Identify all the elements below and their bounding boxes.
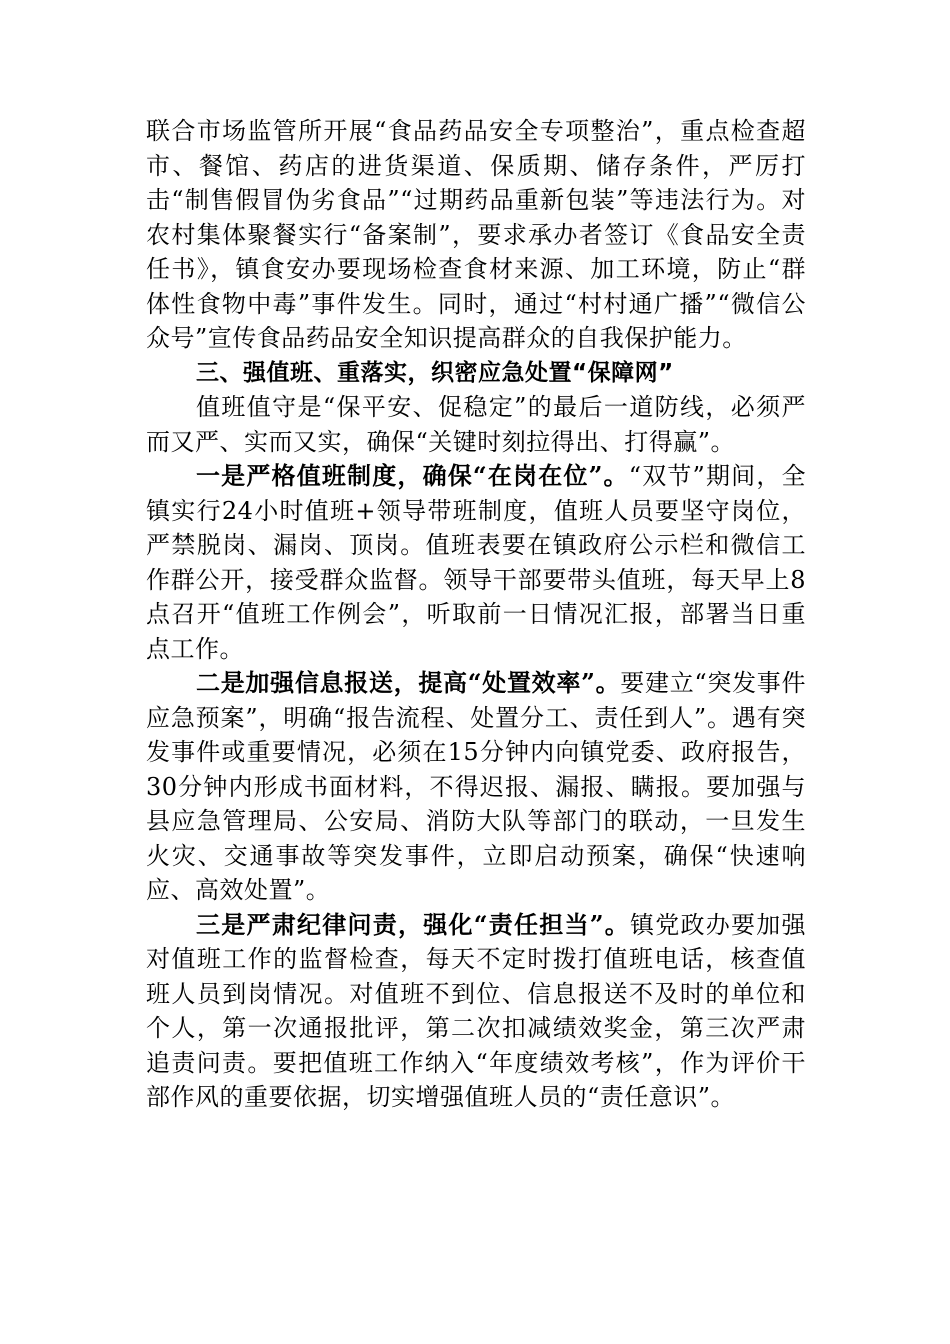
paragraph-discipline bbox=[146, 908, 806, 1115]
paragraph-lead-3: 三是严肃纪律问责，强化“责任担当”。 bbox=[196, 909, 631, 939]
paragraph-info-reporting bbox=[146, 666, 806, 908]
paragraph-food-safety: 联合市场监管所开展“食品药品安全专项整治”，重点检查超市、餐馆、药店的进货渠道、保质期、储存条件，严厉打击“制售假冒伪劣食品”“过期药品重新包装”等违法行为。对农村集体聚餐实行“备案制”，要求承办者签订《食品安全责任书》，镇食安办要现场检查食材来源、加工环境，防止“群体性食物中毒”事件发生。同时，通过“村村通广播”“微信公众号”宣传食品药品安全知识提高群众的自我保护能力。 bbox=[146, 117, 806, 352]
paragraph-body-1: “双节”期间，全镇实行24小时值班+领导带班制度，值班人员要坚守岗位，严禁脱岗、漏岗、顶岗。值班表要在镇政府公示栏和微信工作群公开，接受群众监督。领导干部要带头值班，每天早上8点召开“值班工作例会”，听取前一日情况汇报，部署当日重点工作。 bbox=[146, 462, 807, 663]
paragraph-lead-2: 二是加强信息报送，提高“处置效率”。 bbox=[196, 668, 621, 697]
paragraph-body-2: 要建立“突发事件应急预案”，明确“报告流程、处置分工、责任到人”。遇有突发事件或重要情况，必须在15分钟内向镇党委、政府报告，30分钟内形成书面材料，不得迟报、漏报、瞒报。要加强与县应急管理局、公安局、消防大队等部门的联动，一旦发生火灾、交通事故等突发事件，立即启动预案，确保“快速响应、高效处置”。 bbox=[146, 669, 806, 904]
paragraph-body-3: 镇党政办要加强对值班工作的监督检查，每天不定时拨打值班电话，核查值班人员到岗情况。对值班不到位、信息报送不及时的单位和个人，第一次通报批评，第二次扣减绩效奖金，第三次严肃追责问责。要把值班工作纳入“年度绩效考核”，作为评价干部作风的重要依据，切实增强值班人员的“责任意识”。 bbox=[146, 910, 807, 1111]
paragraph-duty-system bbox=[146, 459, 806, 666]
paragraph-lead-1: 一是严格值班制度，确保“在岗在位”。 bbox=[196, 461, 629, 490]
section-heading-3: 三、强值班、重落实，织密应急处置“保障网” bbox=[196, 359, 674, 386]
document-page bbox=[146, 114, 806, 1115]
paragraph-duty-intro: 值班值守是“保平安、促稳定”的最后一道防线，必须严而又严、实而又实，确保“关键时刻拉得出、打得赢”。 bbox=[146, 393, 806, 456]
